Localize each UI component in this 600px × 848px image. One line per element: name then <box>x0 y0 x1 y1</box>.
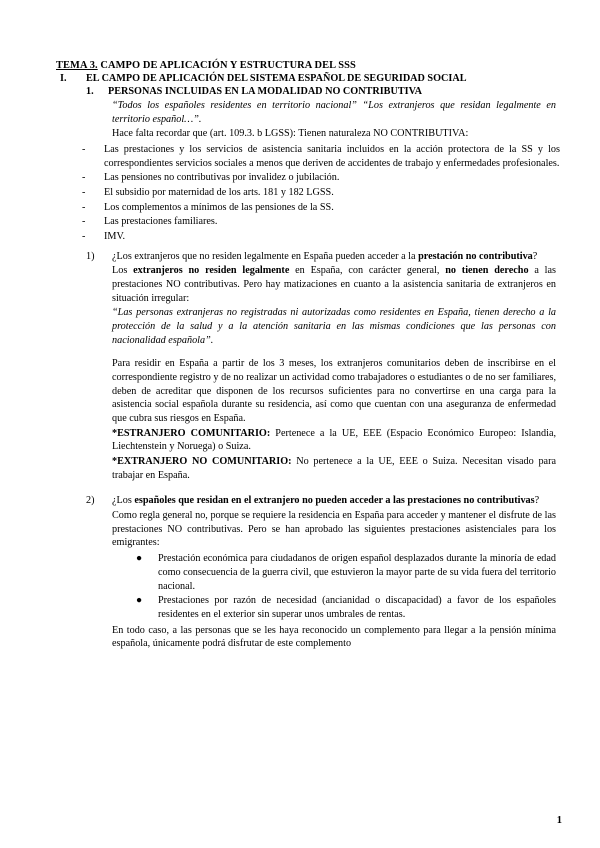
question-2-text <box>112 494 556 508</box>
question-2-block <box>86 494 560 651</box>
dash-marker: - <box>82 144 86 156</box>
list-item <box>112 552 556 593</box>
subsection-1-marker: 1. <box>86 86 94 97</box>
list-item <box>112 594 556 621</box>
list-item-text: Prestación económica para ciudadanos de origen español desplazados durante la minoría de edad como consecuencia de la guerra civil, que estuvieron la mayor parte de su vida fuera del territorio nacional. <box>158 553 556 592</box>
page-title <box>56 60 560 71</box>
question-2-emphasis: españoles que residan en el extranjero no pueden acceder a las prestaciones no contributivas <box>134 495 535 507</box>
non-eu-foreigner-definition <box>112 455 556 482</box>
question-1-marker: 1) <box>86 250 95 262</box>
question-2-answer: Como regla general no, porque se requiere la residencia en España para acceder y mantener el disfrute de las prestaciones NO contributivas. Pero se han aprobado las siguientes prestaciones asistenciales para los emigrantes: <box>112 510 556 549</box>
list-item-text: IMV. <box>104 231 126 243</box>
list-item-text: El subsidio por maternidad de los arts. 181 y 182 LGSS. <box>104 187 334 199</box>
intro-block <box>112 99 556 141</box>
question-2-tail: ? <box>534 495 540 507</box>
question-1-tail: ? <box>532 250 538 262</box>
list-item <box>56 215 560 229</box>
non-contributive-list <box>56 143 560 244</box>
dash-marker: - <box>82 231 86 243</box>
dash-marker: - <box>82 172 86 184</box>
eu-foreigner-definition <box>112 427 556 454</box>
eu-foreigner-label: *ESTRANJERO COMUNITARIO: <box>112 427 271 439</box>
question-2-lead: ¿Los <box>112 495 135 507</box>
list-item <box>56 186 560 200</box>
section-1-title: EL CAMPO DE APLICACIÓN DEL SISTEMA ESPAÑOL DE SEGURIDAD SOCIAL <box>86 73 467 84</box>
section-1-heading <box>60 73 560 84</box>
question-2-marker: 2) <box>86 495 95 507</box>
subsection-1-title: PERSONAS INCLUIDAS EN LA MODALIDAD NO CONTRIBUTIVA <box>108 86 422 97</box>
dash-marker: - <box>82 216 86 228</box>
list-item-text: Prestaciones por razón de necesidad (ancianidad o discapacidad) a favor de los españoles residentes en el exterior sin superar unos umbrales de rentas. <box>158 595 556 620</box>
question-1-block <box>86 250 560 484</box>
list-item <box>56 171 560 185</box>
subsection-1-heading <box>86 86 560 97</box>
page-title-prefix: TEMA 3. <box>56 60 98 71</box>
question-1-answer <box>112 264 556 305</box>
list-item-text: Las prestaciones familiares. <box>104 216 218 228</box>
page-title-rest: CAMPO DE APLICACIÓN Y ESTRUCTURA DEL SSS <box>100 60 356 71</box>
answer-1-bold-2: no tienen derecho <box>445 265 529 277</box>
list-item <box>56 230 560 244</box>
eu-foreigner-text: Pertenece a la UE, EEE (Espacio Económico Europeo: Islandia, Liechtenstein y Noruega) o Suiza. <box>112 427 557 453</box>
dash-marker: - <box>82 201 86 213</box>
intro-quote: “Todos los españoles residentes en territorio nacional” “Los extranjeros que residan legalmente en territorio español…”. <box>112 100 556 125</box>
question-1-lead: ¿Los extranjeros que no residen legalmente en España pueden acceder a la <box>112 250 419 262</box>
question-1-emphasis: prestación no contributiva <box>418 250 533 262</box>
list-item-text: Las pensiones no contributivas por invalidez o jubilación. <box>104 172 340 184</box>
list-item <box>56 201 560 215</box>
list-item <box>56 143 560 170</box>
bullet-icon: ● <box>136 553 143 565</box>
answer-1-part-a: Los <box>112 265 134 277</box>
question-2-closing: En todo caso, a las personas que se les haya reconocido un complemento para llegar a la pensión mínima española, únicamente podrá disfrutar de este complemento <box>112 624 556 650</box>
non-eu-foreigner-label: *EXTRANJERO NO COMUNITARIO: <box>112 456 292 468</box>
section-1-marker: I. <box>60 73 67 84</box>
emigrant-benefits-list <box>112 552 556 621</box>
question-1-paragraph-2: Para residir en España a partir de los 3 meses, los extranjeros comunitarios deben de inscribirse en el correspondiente registro y de no realizar un actividad como trabajadores o estudiantes o de no ser familiares, deben de acreditar que disponen de los recursos suficientes para no convertirse en una carga para la asistencia social española durante su residencia, así como que cuentan con una aseguranza de enfermedad que cubra sus riesgos en España. <box>112 358 556 425</box>
page-number: 1 <box>556 815 562 826</box>
dash-marker: - <box>82 187 86 199</box>
list-item-text: Las prestaciones y los servicios de asistencia sanitaria incluidos en la acción protectora de la SS y los correspondientes servicios sociales a menos que deriven de accidentes de trabajo y enfermedades profesionales. <box>104 144 560 169</box>
question-1-text <box>112 250 556 264</box>
bullet-icon: ● <box>136 595 143 607</box>
answer-1-bold-1: extranjeros no residen legalmente <box>133 265 290 277</box>
question-1-quote: “Las personas extranjeras no registradas ni autorizadas como residentes en España, tienen derecho a la protección de la salud y a la atención sanitaria en las mismas condiciones que las personas con nacionalidad española”. <box>112 307 556 346</box>
answer-1-part-c: en España, con carácter general, <box>289 265 446 277</box>
intro-paragraph: Hace falta recordar que (art. 109.3. b LGSS): Tienen naturaleza NO CONTRIBUTIVA: <box>112 128 469 140</box>
answer-1-part-d: a las prestaciones NO contributivas. Pero hay matizaciones en cuanto a la asistencia sanitaria de extranjeros en situación irregular: <box>112 265 557 304</box>
list-item-text: Los complementos a mínimos de las pensiones de la SS. <box>104 201 334 213</box>
non-eu-foreigner-text: No pertenece a la UE, EEE o Suiza. Necesitan visado para trabajar en España. <box>112 456 556 481</box>
